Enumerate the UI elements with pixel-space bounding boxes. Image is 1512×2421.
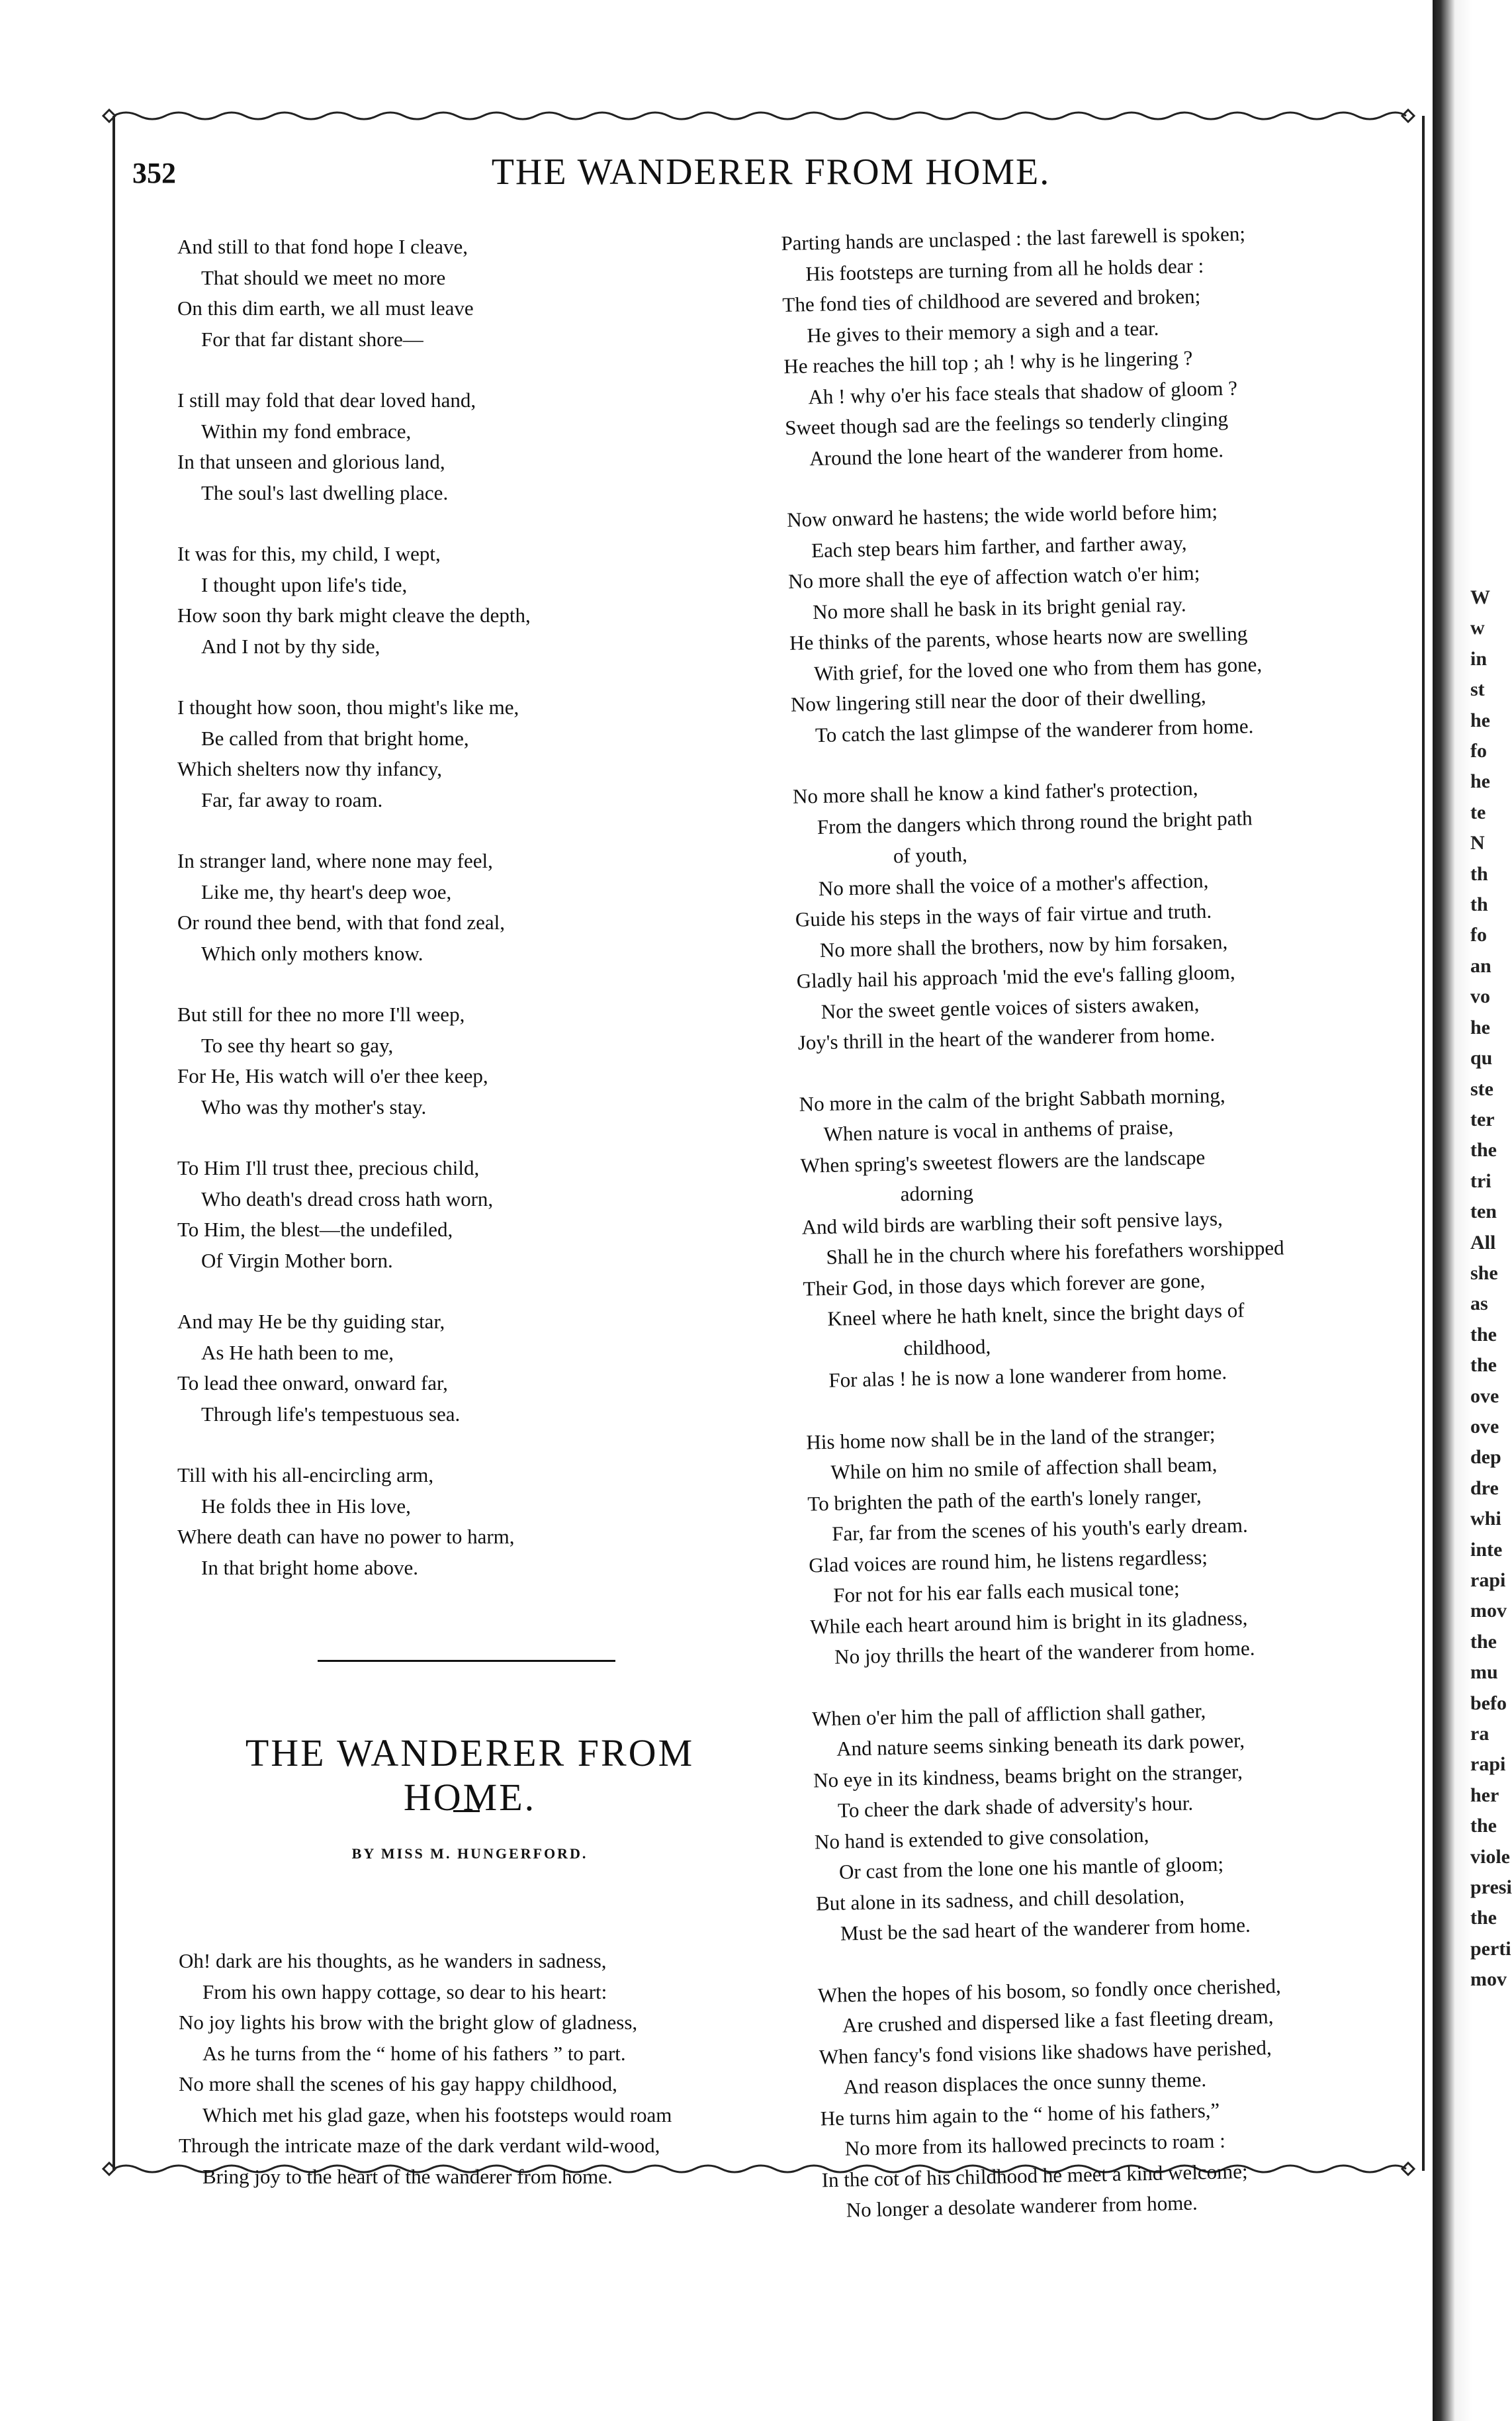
- fragment-text: te: [1470, 801, 1486, 823]
- verse-line: Joy's thrill in the heart of the wanderer from home.: [797, 1022, 1216, 1054]
- fragment-text: th: [1470, 862, 1488, 885]
- verse-line: Ah ! why o'er his face steals that shadow of gloom ?: [807, 376, 1238, 408]
- verse-line: Far, far from the scenes of his youth's early dream.: [831, 1513, 1249, 1545]
- verse-line: His footsteps are turning from all he holds dear :: [805, 253, 1204, 285]
- fragment-text: her: [1470, 1784, 1499, 1806]
- verse-line: No more shall the voice of a mother's affection,: [818, 868, 1209, 900]
- verse-line: To Him I'll trust thee, precious child,: [177, 1156, 480, 1179]
- fragment-text: as: [1470, 1293, 1488, 1315]
- verse-line: And wild birds are warbling their soft pensive lays,: [801, 1206, 1223, 1239]
- verse-line: His home now shall be in the land of the stranger;: [806, 1422, 1216, 1454]
- verse-line: When nature is vocal in anthems of praise,: [823, 1115, 1174, 1146]
- fragment-text: w: [1470, 617, 1485, 639]
- verse-line: He reaches the hill top ; ah ! why is he lingering ?: [783, 346, 1193, 378]
- stanza: [793, 769, 1407, 1059]
- verse-line: In the cot of his childhood he meet a kind welcome;: [821, 2159, 1248, 2191]
- verse-line: From the dangers which throng round the bright path: [817, 805, 1253, 839]
- verse-line: Which met his glad gaze, when his footsteps would roam: [202, 2103, 672, 2126]
- verse-line: But still for thee no more I'll weep,: [177, 1003, 465, 1026]
- verse-line: No joy thrills the heart of the wanderer from home.: [834, 1636, 1255, 1668]
- verse-line: No more shall the brothers, now by him forsaken,: [819, 929, 1228, 962]
- verse-line: No longer a desolate wanderer from home.: [846, 2191, 1198, 2222]
- verse-line: Who death's dread cross hath worn,: [201, 1187, 494, 1210]
- stanza: [177, 1153, 760, 1276]
- fragment-text: the: [1470, 1323, 1497, 1346]
- fragment-text: All: [1470, 1231, 1496, 1254]
- verse-line: He folds thee in His love,: [201, 1494, 411, 1518]
- verse-line: As He hath been to me,: [201, 1340, 394, 1364]
- fragment-text: N: [1470, 832, 1485, 854]
- verse-line: No more in the calm of the bright Sabbath morning,: [799, 1083, 1225, 1116]
- verse-line: And may He be thy guiding star,: [177, 1310, 445, 1333]
- fragment-text: the: [1470, 1907, 1497, 1929]
- verse-line: No hand is extended to give consolation,: [814, 1823, 1149, 1853]
- fragment-text: he: [1470, 1016, 1490, 1038]
- stanza: [177, 232, 760, 355]
- stanza: [177, 385, 760, 508]
- fragment-text: presi: [1470, 1876, 1512, 1899]
- verse-line: No eye in its kindness, beams bright on the stranger,: [813, 1759, 1243, 1792]
- verse-line: For not for his ear falls each musical tone;: [832, 1576, 1180, 1607]
- fragment-text: ten: [1470, 1201, 1497, 1223]
- fragment-text: viole: [1470, 1845, 1510, 1868]
- verse-line: Or round thee bend, with that fond zeal,: [177, 911, 505, 934]
- fragment-text: the: [1470, 1815, 1497, 1837]
- stanza: [177, 846, 760, 969]
- poem-first-stanza: [179, 1946, 778, 2192]
- verse-line: To brighten the path of the earth's lonely ranger,: [807, 1483, 1202, 1516]
- verse-line: Bring joy to the heart of the wanderer from home.: [202, 2164, 613, 2188]
- verse-line: No more shall he know a kind father's protection,: [792, 776, 1198, 808]
- verse-line: Gladly hail his approach 'mid the eve's falling gloom,: [796, 960, 1235, 993]
- verse-line: While each heart around him is bright in its gladness,: [809, 1606, 1248, 1639]
- stanza: [806, 1414, 1420, 1673]
- verse-line: Of Virgin Mother born.: [201, 1248, 393, 1272]
- verse-line: To lead thee onward, onward far,: [177, 1371, 448, 1394]
- verse-line: Through life's tempestuous sea.: [201, 1402, 461, 1426]
- verse-line: From his own happy cottage, so dear to his heart:: [202, 1980, 607, 2003]
- fragment-text: he: [1470, 709, 1490, 731]
- verse-line: On this dim earth, we all must leave: [177, 297, 474, 320]
- fragment-text: fo: [1470, 740, 1487, 762]
- verse-line: To see thy heart so gay,: [201, 1033, 394, 1057]
- fragment-text: W: [1470, 586, 1490, 608]
- verse-line: While on him no smile of affection shall beam,: [830, 1452, 1218, 1484]
- stanza: [177, 692, 760, 815]
- verse-line: For that far distant shore—: [201, 327, 423, 351]
- left-column-poem: [177, 232, 760, 1614]
- verse-line: childhood,: [903, 1334, 991, 1359]
- verse-line: How soon thy bark might cleave the depth,: [177, 604, 531, 627]
- fragment-text: tri: [1470, 1169, 1491, 1192]
- verse-line: Sweet though sad are the feelings so tenderly clinging: [784, 406, 1229, 439]
- verse-line: Be called from that bright home,: [201, 726, 469, 750]
- verse-line: Within my fond embrace,: [201, 419, 412, 443]
- verse-line: For He, His watch will o'er thee keep,: [177, 1064, 488, 1087]
- verse-line: To Him, the blest—the undefiled,: [177, 1218, 453, 1241]
- stanza: [177, 1460, 760, 1583]
- right-column-poem: [781, 216, 1432, 2257]
- verse-line: of youth,: [893, 843, 968, 868]
- verse-line: Till with his all-encircling arm,: [177, 1463, 434, 1486]
- fragment-text: dre: [1470, 1477, 1499, 1499]
- verse-line: And still to that fond hope I cleave,: [177, 235, 468, 258]
- verse-line: I still may fold that dear loved hand,: [177, 388, 476, 412]
- verse-line: Glad voices are round him, he listens regardless;: [808, 1545, 1208, 1577]
- top-ornamental-border: [99, 106, 1419, 126]
- verse-line: The fond ties of childhood are severed and broken;: [782, 284, 1201, 316]
- verse-line: Far, far away to roam.: [201, 788, 383, 811]
- verse-line: And reason displaces the once sunny theme.: [843, 2068, 1207, 2099]
- verse-line: For alas ! he is now a lone wanderer from home.: [828, 1360, 1227, 1392]
- section-divider: [318, 1660, 615, 1662]
- verse-line: When o'er him the pall of affliction shall gather,: [811, 1698, 1206, 1731]
- verse-line: Their God, in those days which forever are gone,: [803, 1268, 1206, 1301]
- title-dash: [453, 1810, 480, 1812]
- verse-line: No joy lights his brow with the bright glow of gladness,: [179, 2011, 638, 2034]
- verse-line: No more shall the scenes of his gay happy childhood,: [179, 2072, 617, 2095]
- verse-line: Are crushed and dispersed like a fast fleeting dream,: [842, 2005, 1274, 2037]
- verse-line: That should we meet no more: [201, 265, 446, 289]
- verse-line: And I not by thy side,: [201, 634, 380, 658]
- fragment-text: the: [1470, 1630, 1497, 1653]
- fragment-text: ove: [1470, 1385, 1499, 1407]
- verse-line: When fancy's fond visions like shadows have perished,: [819, 2035, 1272, 2068]
- verse-line: Where death can have no power to harm,: [177, 1525, 515, 1548]
- fragment-text: dep: [1470, 1446, 1501, 1469]
- fragment-text: ra: [1470, 1723, 1490, 1745]
- fragment-text: he: [1470, 770, 1490, 793]
- verse-line: In that unseen and glorious land,: [177, 450, 445, 473]
- fragment-text: fo: [1470, 924, 1487, 946]
- fragment-text: perti: [1470, 1937, 1511, 1960]
- verse-line: It was for this, my child, I wept,: [177, 542, 441, 565]
- fragment-text: qu: [1470, 1047, 1493, 1070]
- verse-line: He turns him again to the “ home of his fathers,”: [820, 2098, 1220, 2130]
- stanza: [177, 539, 760, 662]
- stanza: [812, 1691, 1426, 1950]
- verse-line: And nature seems sinking beneath its dark power,: [836, 1728, 1245, 1760]
- verse-line: Guide his steps in the ways of fair virtue and truth.: [795, 899, 1212, 931]
- verse-line: adorning: [900, 1181, 974, 1206]
- stanza: [177, 999, 760, 1122]
- fragment-text: ste: [1470, 1077, 1493, 1100]
- fragment-text: rapi: [1470, 1569, 1506, 1591]
- verse-line: Each step bears him farther, and farther away,: [811, 530, 1187, 562]
- verse-line: In that bright home above.: [201, 1555, 418, 1579]
- verse-line: No more shall he bask in its bright genial ray.: [812, 592, 1186, 623]
- running-title: THE WANDERER FROM HOME.: [491, 152, 1051, 193]
- poem-title: THE WANDERER FROM HOME.: [245, 1731, 695, 1819]
- poem-byline: BY MISS M. HUNGERFORD.: [351, 1845, 588, 1862]
- verse-line: No more shall the eye of affection watch o'er him;: [787, 561, 1200, 593]
- verse-line: To cheer the dark shade of adversity's hour.: [837, 1791, 1194, 1822]
- verse-line: Parting hands are unclasped : the last farewell is spoken;: [781, 222, 1246, 255]
- verse-line: Now onward he hastens; the wide world before him;: [786, 499, 1218, 531]
- fragment-text: mu: [1470, 1661, 1498, 1684]
- verse-line: I thought how soon, thou might's like me,: [177, 696, 519, 719]
- stanza: [781, 216, 1395, 475]
- verse-line: Which only mothers know.: [201, 941, 423, 965]
- fragment-text: she: [1470, 1261, 1498, 1284]
- verse-line: Kneel where he hath knelt, since the bright days of: [827, 1298, 1245, 1330]
- verse-line: Or cast from the lone one his mantle of gloom;: [838, 1852, 1224, 1884]
- verse-line: Like me, thy heart's deep woe,: [201, 880, 452, 903]
- verse-line: Shall he in the church where his forefathers worshipped: [826, 1236, 1284, 1269]
- verse-line: With grief, for the loved one who from them has gone,: [813, 652, 1263, 685]
- verse-line: The soul's last dwelling place.: [201, 480, 449, 504]
- fragment-text: an: [1470, 954, 1491, 977]
- verse-line: To catch the last glimpse of the wanderer from home.: [815, 713, 1254, 747]
- verse-line: When spring's sweetest flowers are the landscape: [800, 1145, 1206, 1177]
- fragment-text: inte: [1470, 1538, 1503, 1561]
- fragment-text: befo: [1470, 1692, 1507, 1714]
- fragment-text: the: [1470, 1354, 1497, 1377]
- verse-line: I thought upon life's tide,: [201, 572, 408, 596]
- running-head: [126, 151, 1416, 197]
- verse-line: Who was thy mother's stay.: [201, 1095, 427, 1119]
- verse-line: But alone in its sadness, and chill desolation,: [815, 1884, 1185, 1915]
- verse-line: Oh! dark are his thoughts, as he wanders in sadness,: [179, 1949, 607, 1972]
- verse-line: Now lingering still near the door of their dwelling,: [790, 684, 1206, 716]
- fragment-text: mov: [1470, 1600, 1507, 1622]
- fragment-text: th: [1470, 893, 1488, 916]
- verse-line: Nor the sweet gentle voices of sisters awaken,: [821, 991, 1200, 1023]
- verse-line: Must be the sad heart of the wanderer from home.: [840, 1913, 1251, 1945]
- verse-line: In stranger land, where none may feel,: [177, 849, 493, 872]
- stanza: [177, 1306, 760, 1430]
- fragment-text: vo: [1470, 985, 1490, 1008]
- verse-line: As he turns from the “ home of his fathers ” to part.: [202, 2041, 626, 2065]
- verse-line: No more from its hallowed precincts to roam :: [844, 2128, 1226, 2160]
- verse-line: When the hopes of his bosom, so fondly once cherished,: [817, 1974, 1282, 2007]
- fragment-text: ove: [1470, 1415, 1499, 1438]
- verse-line: Which shelters now thy infancy,: [177, 757, 443, 780]
- stanza: [787, 492, 1401, 751]
- page-number: 352: [132, 157, 176, 189]
- fragment-text: mov: [1470, 1968, 1507, 1991]
- stanza: [799, 1076, 1414, 1396]
- fragment-text: in: [1470, 647, 1488, 670]
- fragment-text: rapi: [1470, 1753, 1506, 1776]
- fragment-text: whi: [1470, 1508, 1501, 1530]
- verse-line: He thinks of the parents, whose hearts now are swelling: [789, 621, 1248, 655]
- fragment-text: st: [1470, 678, 1485, 701]
- verse-line: Around the lone heart of the wanderer from home.: [809, 437, 1224, 470]
- fragment-text: ter: [1470, 1108, 1495, 1130]
- verse-line: Through the intricate maze of the dark verdant wild-wood,: [179, 2134, 660, 2157]
- fragment-text: the: [1470, 1139, 1497, 1162]
- verse-line: He gives to their memory a sigh and a tear.: [807, 316, 1159, 347]
- adjacent-page-fragments: [1470, 582, 1512, 1995]
- stanza: [817, 1968, 1431, 2226]
